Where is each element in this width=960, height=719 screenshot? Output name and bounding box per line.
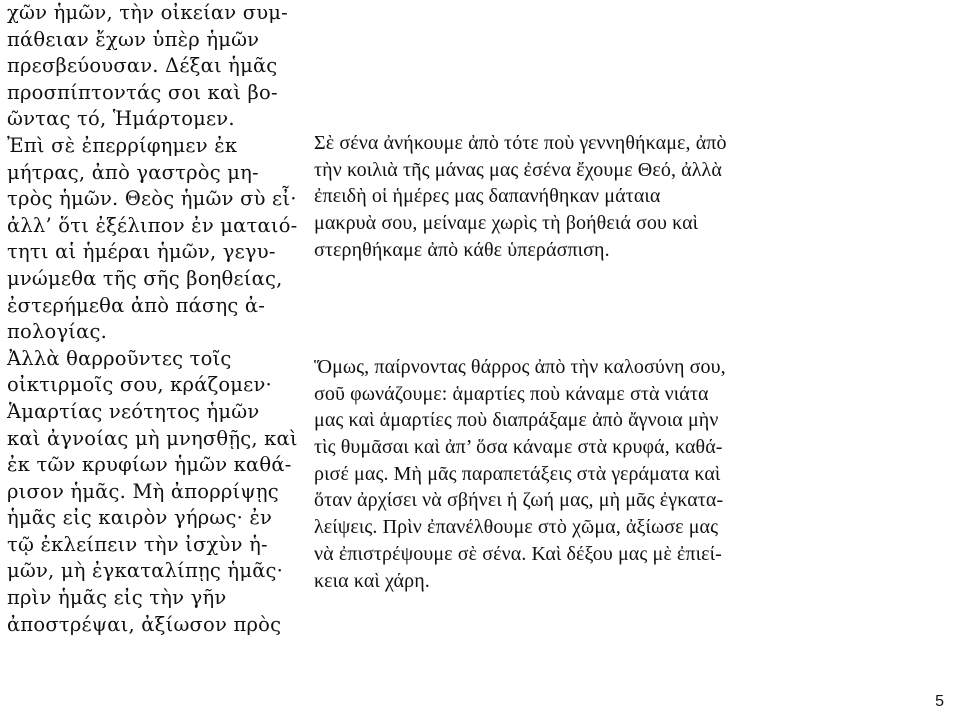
greek-text-line: πρὶν ἡμᾶς εἰς τὴν γῆν — [7, 586, 227, 610]
greek-text-line: ἀλλ’ ὅτι ἐξέλιπον ἐν ματαιό- — [7, 213, 298, 237]
greek-text-line: οἰκτιρμοῖς σου, κράζομεν· — [7, 373, 272, 397]
translation-text-line: μακρυὰ σου, μείναμε χωρὶς τὴ βοήθειά σου καὶ — [314, 212, 699, 235]
greek-text-line: ἐκ τῶν κρυφίων ἡμῶν καθά- — [7, 453, 292, 477]
translation-paragraph-2 — [314, 354, 954, 594]
greek-text-line: τητι αἱ ἡμέραι ἡμῶν, γεγυ- — [7, 240, 276, 264]
greek-text-line: Ἁμαρτίας νεότητος ἡμῶν — [7, 399, 260, 423]
greek-original-column — [7, 0, 297, 638]
translation-text-line: κεια καὶ χάρη. — [314, 569, 430, 592]
page-number: 5 — [935, 693, 944, 710]
greek-text-line: χῶν ἡμῶν, τὴν οἰκείαν συμ- — [7, 1, 288, 24]
greek-text-line: πολογίας. — [7, 320, 108, 344]
greek-text-line: πρεσβεύουσαν. Δέξαι ἡμᾶς — [7, 54, 278, 78]
translation-text-line: σοῦ φωνάζουμε: ἁμαρτίες ποὺ κάναμε στὰ νιάτα — [314, 382, 709, 405]
greek-text-line: Ἀλλὰ θαρροῦντες τοῖς — [7, 346, 232, 370]
greek-text-line: πάθειαν ἔχων ὑπὲρ ἡμῶν — [7, 27, 260, 51]
greek-text-line: προσπίπτοντάς σοι καὶ βο- — [7, 80, 278, 104]
greek-text-line: καὶ ἀγνοίας μὴ μνησθῇς, καὶ — [7, 426, 298, 450]
greek-text-line: μνώμεθα τῆς σῆς βοηθείας, — [7, 266, 283, 290]
greek-text-line: ῶντας τό, Ἡμάρτομεν. — [7, 107, 235, 131]
translation-text-line: Ὅμως, παίρνοντας θάρρος ἀπὸ τὴν καλοσύνη σου, — [314, 356, 726, 378]
greek-text-line: Ἐπὶ σὲ ἐπερρίφημεν ἐκ — [7, 133, 238, 157]
greek-text-line: τρὸς ἡμῶν. Θεὸς ἡμῶν σὺ εἶ· — [7, 187, 297, 211]
translation-text-line: μας καὶ ἁμαρτίες ποὺ διαπράξαμε ἀπὸ ἄγνοια μὴν — [314, 409, 719, 432]
greek-text-line: ἡμᾶς εἰς καιρὸν γήρως· ἐν — [7, 506, 273, 530]
translation-text-line: ὅταν ἀρχίσει νὰ σβήνει ἡ ζωή μας, μὴ μᾶς ἐγκατα- — [314, 489, 724, 512]
translation-text-line: Σὲ σένα ἀνήκουμε ἀπὸ τότε ποὺ γεννηθήκαμε, ἀπὸ — [314, 132, 727, 154]
greek-text-line: μήτρας, ἀπὸ γαστρὸς μη- — [7, 160, 259, 184]
translation-text-line: τὶς θυμᾶσαι καὶ ἀπ’ ὅσα κάναμε στὰ κρυφά, καθά- — [314, 436, 723, 459]
translation-paragraph-1 — [314, 130, 954, 263]
translation-text-line: νὰ ἐπιστρέψουμε σὲ σένα. Καὶ δέξου μας μὲ ἐπιεί- — [314, 542, 722, 565]
greek-text-line: ρισον ἡμᾶς. Μὴ ἀπορρίψῃς — [7, 479, 279, 503]
greek-text-line: μῶν, μὴ ἐγκαταλίπῃς ἡμᾶς· — [7, 559, 284, 583]
greek-text-line: ἐστερήμεθα ἀπὸ πάσης ἀ- — [7, 293, 266, 317]
translation-text-line: λείψεις. Πρὶν ἐπανέλθουμε στὸ χῶμα, ἀξίωσε μας — [314, 516, 719, 539]
translation-text-line: ρισέ μας. Μὴ μᾶς παραπετάξεις στὰ γεράματα καὶ — [314, 462, 721, 485]
greek-text-line: ἀποστρέψαι, ἀξίωσον πρὸς — [7, 612, 282, 636]
translation-text-line: ἐπειδὴ οἱ ἡμέρες μας δαπανήθηκαν μάταια — [314, 185, 661, 208]
translation-text-line: τὴν κοιλιὰ τῆς μάνας μας ἐσένα ἔχουμε Θεό, ἀλλὰ — [314, 158, 722, 181]
translation-text-line: στερηθήκαμε ἀπὸ κάθε ὑπεράσπιση. — [314, 238, 610, 261]
greek-text-line: τῷ ἐκλείπειν τὴν ἰσχὺν ἡ- — [7, 532, 268, 556]
